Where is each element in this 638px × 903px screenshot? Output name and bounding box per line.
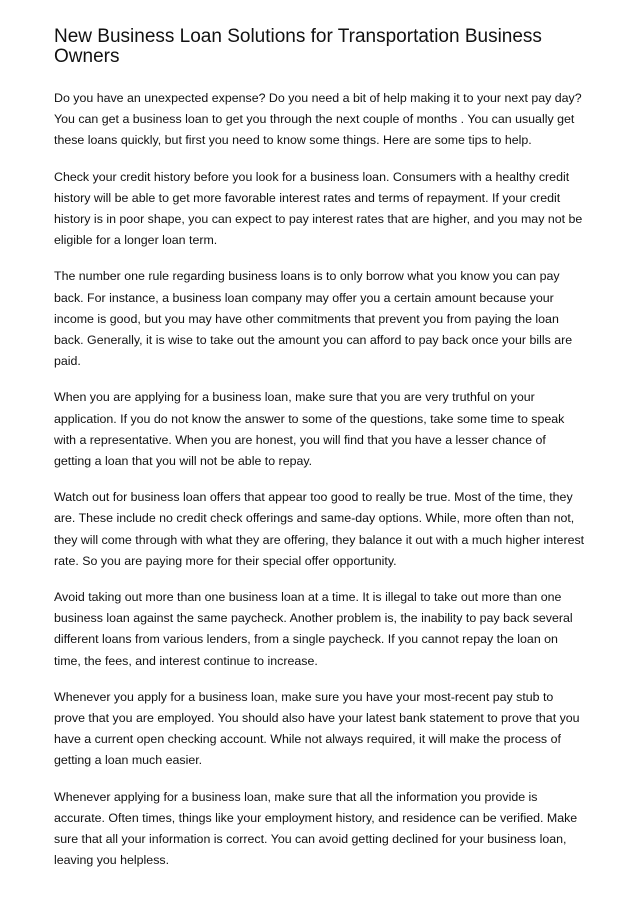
paragraph-pay-stub: Whenever you apply for a business loan, make sure you have your most-recent pay stub to prove that you are employed. You should also have your latest bank statement to prove that you have a current open checking account. While not always required, it will make the process of getting a loan much easier. xyxy=(54,689,580,768)
paragraph-accurate-information: Whenever applying for a business loan, make sure that all the information you provide is accurate. Often times, things like your employment history, and residence can be verified. Make sure that all your information is correct. You can avoid getting declined for your business loan, leaving you helpless. xyxy=(54,789,578,868)
paragraph-spacer xyxy=(54,251,586,266)
paragraph-too-good-offers: Watch out for business loan offers that appear too good to really be true. Most of the time, they are. These include no credit check offerings and same-day options. While, more often than not, they will come through with what they are offering, they balance it out with a much higher interest rate. So you are paying more for their special offer opportunity. xyxy=(54,490,585,568)
title-spacer xyxy=(54,67,586,88)
paragraph-spacer xyxy=(54,372,586,387)
paragraph-spacer xyxy=(54,572,586,587)
paragraph-spacer xyxy=(54,472,586,487)
paragraph-spacer xyxy=(54,672,586,687)
paragraph-spacer xyxy=(54,152,586,167)
paragraph-borrow-rule: The number one rule regarding business loans is to only borrow what you know you can pay back. For instance, a business loan company may offer you a certain amount because your income is good, but you may have other commitments that prevent you from paying the loan back. Generally, it is wise to take out the amount you can afford to pay back once your bills are paid. xyxy=(54,269,573,369)
paragraph-one-loan: Avoid taking out more than one business loan at a time. It is illegal to take out more than one business loan against the same paycheck. Another problem is, the inability to pay back several different loans from various lenders, from a single paycheck. If you cannot repay the loan on time, the fees, and interest continue to increase. xyxy=(54,590,573,668)
document-title: New Business Loan Solutions for Transportation Business Owners xyxy=(54,26,542,67)
paragraph-intro: Do you have an unexpected expense? Do you need a bit of help making it to your next pay day? You can get a business loan to get you through the next couple of months . You can usually get these loans quickly, but first you need to know some things. Here are some tips to help. xyxy=(54,91,582,148)
paragraph-spacer xyxy=(54,772,586,787)
paragraph-credit-history: Check your credit history before you look for a business loan. Consumers with a healthy credit history will be able to get more favorable interest rates and terms of repayment. If your credit history is in poor shape, you can expect to pay interest rates that are higher, and you may not be eligible for a longer loan term. xyxy=(54,169,583,248)
paragraph-truthful-application: When you are applying for a business loan, make sure that you are very truthful on your application. If you do not know the answer to some of the questions, take some time to speak with a representative. When you are honest, you will find that you have a lesser chance of getting a loan that you will not be able to repay. xyxy=(54,390,565,469)
